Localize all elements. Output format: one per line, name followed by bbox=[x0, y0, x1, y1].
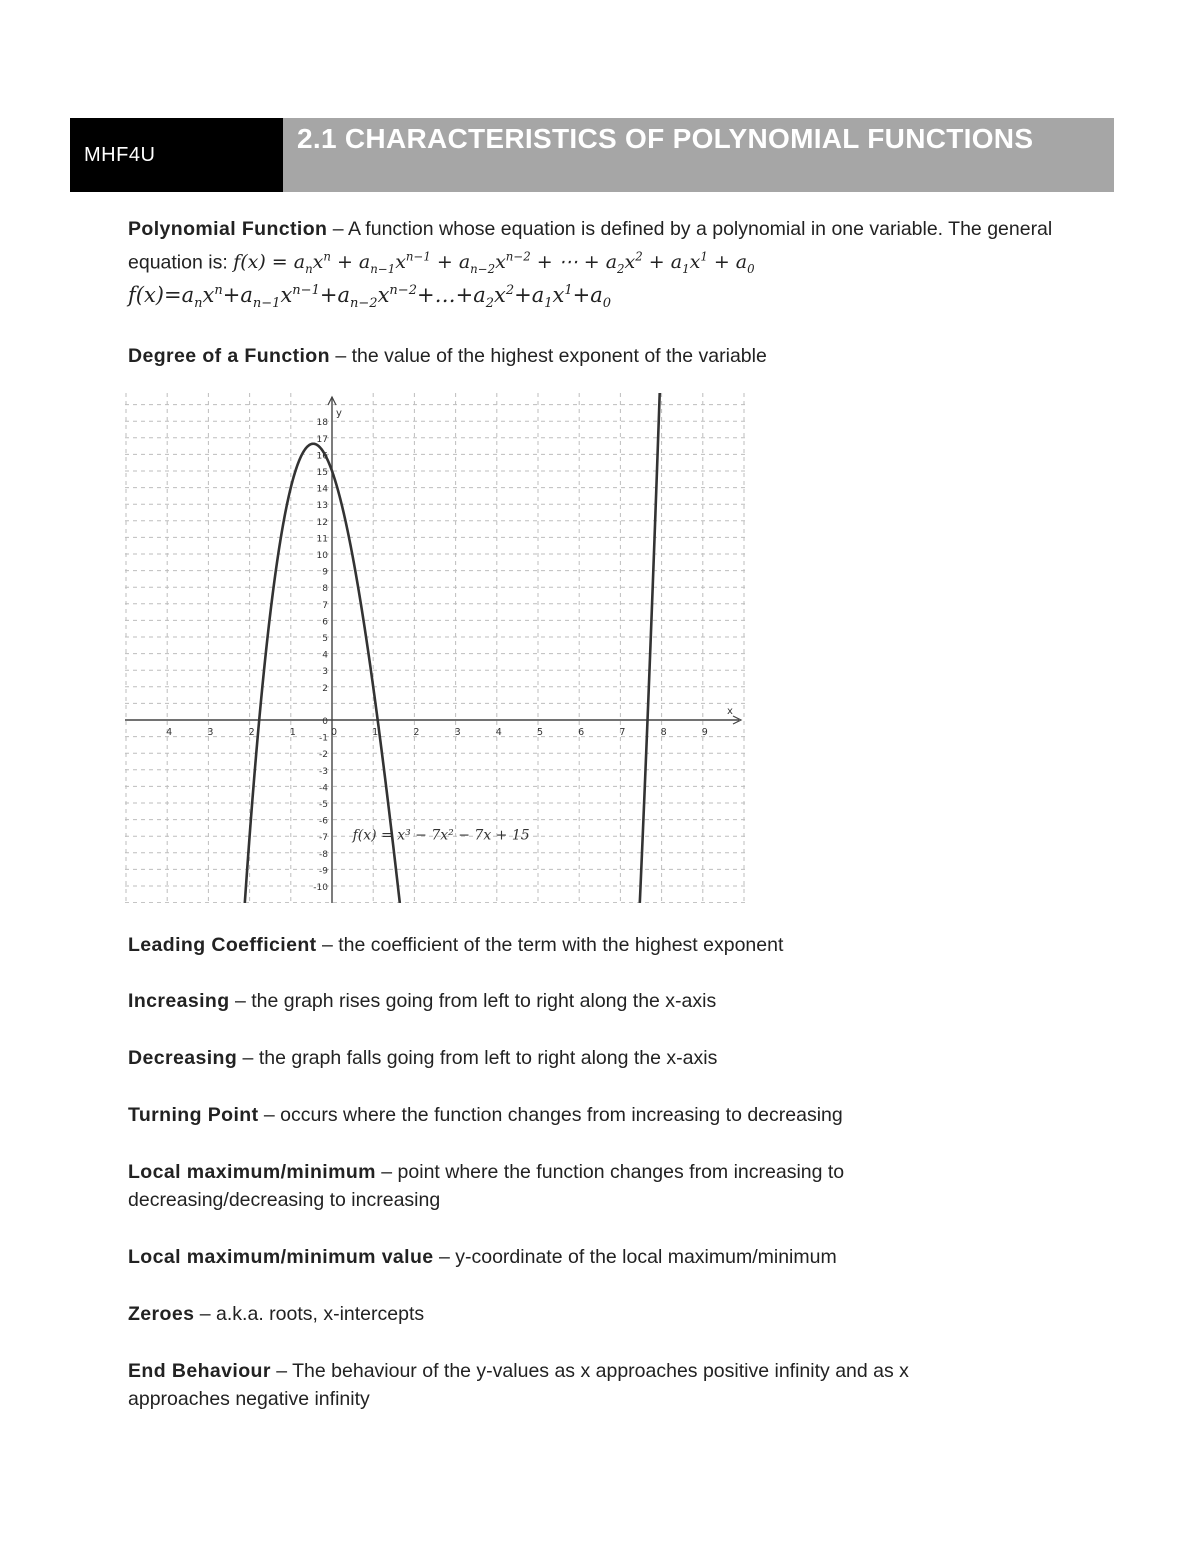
definition-zeroes bbox=[128, 1300, 1108, 1328]
x-tick-label: 2 bbox=[248, 727, 255, 738]
y-tick-label: 9 bbox=[322, 567, 328, 578]
y-tick-label: 12 bbox=[316, 517, 328, 528]
x-tick-label: 4 bbox=[166, 727, 173, 738]
page-header bbox=[70, 118, 1114, 192]
y-tick-label: 14 bbox=[316, 484, 328, 495]
term-label: Turning Point bbox=[128, 1104, 259, 1126]
y-tick-label: 7 bbox=[322, 600, 328, 611]
y-tick-label: 4 bbox=[322, 650, 328, 661]
y-tick-label: 15 bbox=[316, 468, 328, 478]
term-label: Zeroes bbox=[128, 1303, 195, 1325]
y-tick-label: 0 bbox=[322, 717, 328, 727]
graph-svg bbox=[125, 393, 745, 903]
x-tick-label: 9 bbox=[701, 727, 708, 738]
x-tick-label: 1 bbox=[289, 727, 296, 738]
y-tick-label: 3 bbox=[322, 667, 328, 678]
definition-text: – occurs where the function changes from increasing to decreasing bbox=[258, 1104, 843, 1126]
y-tick-label: -10 bbox=[313, 883, 328, 893]
term-label: Local maximum/minimum bbox=[128, 1161, 376, 1183]
general-equation: $f(x) = a_nx^n + a_{n-1}x^{n-1} + a_{n-2}x^{n-2}$ + ⋯ + $a_2x^2 + a_1x^1 + a_0$ bbox=[233, 250, 755, 277]
y-tick-label: 10 bbox=[316, 551, 328, 561]
definition-text: – the value of the highest exponent of the variable bbox=[329, 345, 767, 367]
x-tick-label: 8 bbox=[660, 727, 667, 738]
x-tick-label: 3 bbox=[454, 727, 461, 738]
y-tick-label: -9 bbox=[319, 866, 328, 877]
term-label: Local maximum/minimum value bbox=[128, 1246, 434, 1268]
y-tick-label: -4 bbox=[319, 783, 328, 794]
x-tick-label: 6 bbox=[578, 727, 585, 738]
y-tick-label: 8 bbox=[322, 584, 328, 595]
definition-text: – y-coordinate of the local maximum/minimum bbox=[433, 1246, 837, 1268]
y-axis-label: y bbox=[336, 408, 342, 419]
definition-text: – the coefficient of the term with the highest exponent bbox=[316, 934, 784, 956]
y-tick-label: 2 bbox=[322, 683, 328, 694]
y-tick-label: -1 bbox=[319, 733, 328, 744]
definition-decreasing bbox=[128, 1044, 1108, 1072]
general-equation-alt: $f(x)=a_nx^n+a_{n-1}x^{n-1}+a_{n-2}x^{n-2}+\dots+a_2x^2+a_1x^1+a_0$ bbox=[128, 283, 612, 312]
y-tick-label: -2 bbox=[319, 750, 328, 761]
y-tick-label: -8 bbox=[319, 849, 328, 860]
y-tick-label: 11 bbox=[316, 534, 328, 545]
term-label: Polynomial Function bbox=[128, 218, 328, 240]
function-label: f(x) = x³ − 7x² − 7x + 15 bbox=[352, 827, 530, 844]
y-tick-label: -3 bbox=[319, 766, 328, 777]
function-curve bbox=[242, 393, 661, 903]
definition-polynomial-function bbox=[128, 215, 1108, 283]
polynomial-graph bbox=[125, 393, 745, 903]
term-label: Leading Coefficient bbox=[128, 934, 317, 956]
x-tick-label: 2 bbox=[413, 727, 420, 738]
course-code: MHF4U bbox=[70, 118, 283, 192]
definition-degree bbox=[128, 342, 1108, 370]
definition-local-max-min-value bbox=[128, 1243, 1108, 1271]
y-tick-label: 13 bbox=[316, 501, 328, 512]
y-tick-label: 5 bbox=[322, 634, 328, 644]
term-label: Degree of a Function bbox=[128, 345, 330, 367]
x-tick-label: 0 bbox=[330, 727, 338, 738]
x-tick-label: 5 bbox=[536, 727, 544, 738]
x-tick-label: 3 bbox=[207, 727, 214, 738]
definition-turning-point bbox=[128, 1101, 1108, 1129]
y-tick-label: 16 bbox=[316, 451, 328, 462]
y-tick-label: -5 bbox=[319, 800, 328, 810]
definition-text: – a.k.a. roots, x-intercepts bbox=[194, 1303, 425, 1325]
definition-text: – A function whose equation is defined by a polynomial in one variable. The general equation is: bbox=[128, 218, 1053, 274]
y-tick-label: -6 bbox=[319, 816, 328, 827]
page-title: 2.1 CHARACTERISTICS OF POLYNOMIAL FUNCTIONS bbox=[283, 118, 1114, 192]
term-label: Increasing bbox=[128, 990, 230, 1012]
definition-text: – The behaviour of the y-values as x approaches positive infinity and as x approaches negative infinity bbox=[128, 1360, 909, 1410]
definition-increasing bbox=[128, 987, 1108, 1015]
x-tick-label: 7 bbox=[619, 727, 626, 738]
definition-text: – the graph rises going from left to right along the x-axis bbox=[229, 990, 717, 1012]
definition-text: – point where the function changes from increasing to decreasing/decreasing to increasing bbox=[128, 1161, 845, 1211]
term-label: End Behaviour bbox=[128, 1360, 271, 1382]
y-tick-label: 17 bbox=[316, 434, 328, 445]
x-axis-label: x bbox=[727, 706, 733, 717]
x-tick-label: 1 bbox=[372, 727, 379, 738]
definition-text: – the graph falls going from left to right along the x-axis bbox=[237, 1047, 718, 1069]
x-tick-label: 4 bbox=[495, 727, 502, 738]
definition-leading-coefficient bbox=[128, 931, 1108, 959]
y-tick-label: 6 bbox=[322, 617, 328, 628]
definition-local-max-min bbox=[128, 1158, 928, 1214]
term-label: Decreasing bbox=[128, 1047, 238, 1069]
definition-end-behaviour bbox=[128, 1357, 1008, 1413]
y-tick-label: -7 bbox=[319, 833, 328, 844]
y-tick-label: 18 bbox=[316, 418, 328, 429]
